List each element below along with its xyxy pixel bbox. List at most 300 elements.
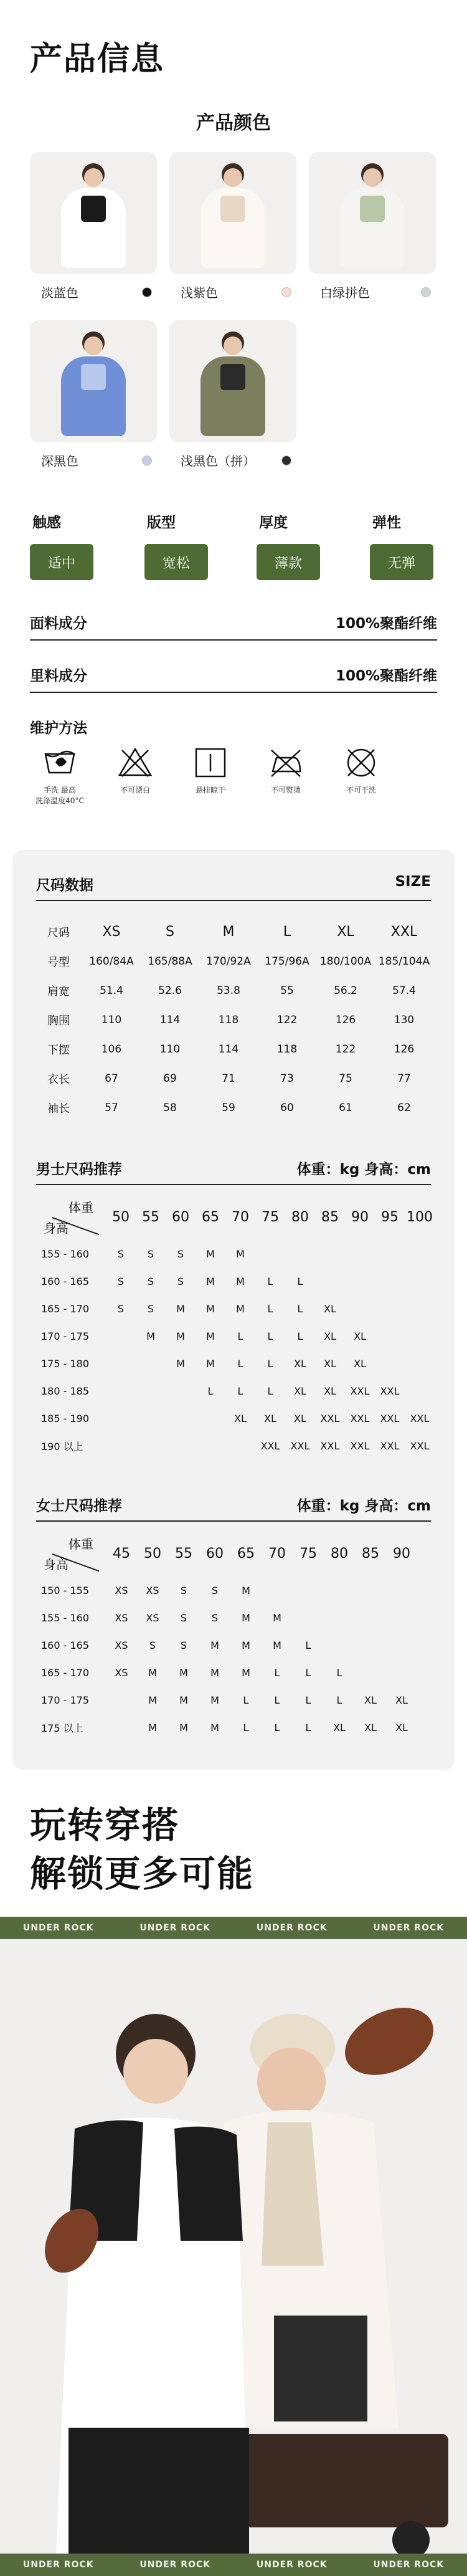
rec-cell: XL [364, 1694, 377, 1706]
styling-title-line2: 解锁更多可能 [30, 1853, 255, 1895]
rec-cell: L [267, 1357, 273, 1370]
rec-cell: L [274, 1666, 280, 1679]
rec-row [34, 1432, 438, 1459]
styling-title-line1: 玩转穿搭 [30, 1804, 180, 1846]
height-range: 165 - 170 [41, 1302, 90, 1315]
brand-logo-text: UNDER ROCK [22, 1923, 94, 1933]
jacket-panel [81, 364, 106, 390]
color-swatch[interactable] [169, 152, 296, 301]
rec-cell: S [149, 1639, 156, 1651]
rec-cell: M [148, 1694, 157, 1706]
care-label-line1: 手洗 最高 [44, 786, 76, 794]
model-face [84, 168, 103, 187]
rec-cell: L [207, 1385, 214, 1397]
rec-cell: L [267, 1275, 273, 1287]
women-rec-unit: 体重：kg 身高：cm [296, 1498, 431, 1514]
men-rec-unit: 体重：kg 身高：cm [296, 1162, 431, 1178]
care-item [248, 745, 323, 796]
care-item [98, 745, 172, 796]
brand-logo-text: UNDER ROCK [139, 2560, 211, 2570]
divider [36, 1184, 431, 1185]
size-row [47, 917, 433, 947]
weight-header: 85 [362, 1545, 379, 1562]
no-iron-icon [248, 745, 323, 780]
rec-cell: S [117, 1275, 125, 1287]
care-label-line1: 不可漂白 [120, 786, 150, 794]
rec-cell: M [210, 1666, 219, 1679]
jacket-panel [81, 196, 106, 222]
weight-header: 70 [232, 1209, 249, 1225]
rec-cell: M [179, 1666, 188, 1679]
rec-cell: XS [115, 1611, 128, 1624]
rec-cell: XXL [320, 1412, 340, 1424]
size-cell: 58 [163, 1101, 177, 1114]
attribute-value-badge: 无弹 [370, 544, 433, 580]
rec-cell: M [206, 1330, 215, 1342]
attribute-item [370, 511, 467, 580]
swatch-caption [169, 451, 296, 469]
rec-cell: S [147, 1275, 154, 1287]
color-swatch[interactable] [30, 152, 157, 301]
rec-row [34, 1267, 438, 1295]
rec-cell: XXL [290, 1439, 310, 1452]
size-cell: XL [337, 924, 354, 940]
size-row-label: 胸围 [47, 1014, 70, 1028]
size-data-header [36, 874, 431, 894]
color-swatch[interactable] [30, 320, 157, 469]
size-data-table [47, 917, 433, 1122]
size-row [47, 1005, 433, 1034]
size-cell: 57.4 [392, 984, 416, 997]
size-cell: 106 [101, 1042, 122, 1056]
size-row [47, 947, 433, 976]
rec-cell: M [179, 1694, 188, 1706]
rec-row [34, 1377, 438, 1405]
weight-header: 70 [268, 1545, 286, 1562]
rec-cell: XL [354, 1357, 366, 1370]
rec-cell: M [236, 1302, 245, 1315]
rec-cell: XL [354, 1330, 366, 1342]
colors-title: 产品颜色 [196, 112, 271, 134]
size-cell: 180/100A [319, 955, 372, 968]
size-data-unit: SIZE [395, 874, 431, 890]
rec-cell: S [147, 1247, 154, 1260]
rec-cell: M [236, 1247, 245, 1260]
rec-row [34, 1631, 438, 1659]
rec-row [34, 1322, 438, 1350]
corner-weight-label: 体重 [68, 1200, 93, 1215]
size-cell: 185/104A [378, 955, 430, 968]
weight-header: 80 [331, 1545, 348, 1562]
brand-logo-text: UNDER ROCK [256, 1923, 328, 1933]
size-row [47, 1064, 433, 1093]
rec-cell: L [336, 1694, 342, 1706]
weight-header: 75 [262, 1209, 279, 1225]
rec-cell: XL [324, 1302, 336, 1315]
swatch-photo [169, 152, 296, 274]
rec-cell: M [176, 1330, 185, 1342]
swatch-name: 浅紫色 [181, 285, 218, 300]
size-cell: L [283, 924, 291, 940]
rec-cell: XXL [350, 1412, 370, 1424]
rec-cell: XL [294, 1357, 306, 1370]
rec-cell: XXL [380, 1439, 400, 1452]
size-cell: 59 [222, 1101, 235, 1114]
rec-cell: XXL [380, 1385, 400, 1397]
rec-cell: M [242, 1584, 250, 1596]
rec-cell: XL [333, 1721, 346, 1734]
rec-cell: M [148, 1721, 157, 1734]
size-cell: 130 [394, 1013, 415, 1026]
rec-cell: XS [115, 1639, 128, 1651]
brand-logo-text: UNDER ROCK [139, 1923, 211, 1933]
attribute-item [144, 511, 244, 580]
rec-cell: S [180, 1611, 187, 1624]
rec-cell: M [236, 1275, 245, 1287]
rec-cell: M [242, 1639, 250, 1651]
height-range: 180 - 185 [41, 1385, 90, 1397]
weight-header: 65 [237, 1545, 255, 1562]
brand-bar-bottom [0, 2554, 467, 2576]
rec-cell: XXL [260, 1439, 280, 1452]
no-dry-clean-icon [324, 745, 399, 780]
height-range: 170 - 175 [41, 1330, 90, 1342]
swatch-color-dot [281, 287, 291, 297]
rec-cell: XL [294, 1385, 306, 1397]
size-cell: 118 [218, 1013, 239, 1026]
rec-cell: M [179, 1721, 188, 1734]
weight-header: 55 [142, 1209, 159, 1225]
rec-cell: M [242, 1666, 250, 1679]
rec-cell: M [273, 1611, 281, 1624]
care-label-line1: 不可熨烫 [270, 786, 301, 794]
attribute-value-badge: 薄款 [257, 544, 320, 580]
size-cell: 62 [397, 1101, 411, 1114]
rec-cell: S [177, 1275, 184, 1287]
rec-cell: M [146, 1330, 155, 1342]
color-swatch[interactable] [309, 152, 436, 301]
rec-header-row [34, 1530, 438, 1577]
material-label: 里料成分 [30, 667, 87, 684]
weight-header: 90 [393, 1545, 410, 1562]
rec-cell: XS [146, 1611, 159, 1624]
size-cell: 110 [159, 1042, 181, 1056]
model-face [224, 168, 242, 187]
height-range: 165 - 170 [41, 1666, 90, 1679]
women-rec-table [34, 1530, 438, 1741]
rec-cell: L [237, 1385, 243, 1397]
swatch-photo [30, 320, 157, 442]
rec-cell: XL [324, 1357, 336, 1370]
rec-row [34, 1295, 438, 1322]
weight-header: 90 [351, 1209, 369, 1225]
jacket-panel [220, 364, 245, 390]
model-face [224, 336, 242, 355]
rec-cell: XXL [350, 1439, 370, 1452]
size-row [47, 1093, 433, 1122]
size-cell: 165/88A [148, 955, 192, 968]
rec-row [34, 1405, 438, 1432]
rec-cell: S [147, 1302, 154, 1315]
rec-cell: M [210, 1639, 219, 1651]
rec-cell: M [206, 1247, 215, 1260]
rec-cell: M [206, 1275, 215, 1287]
size-cell: 61 [339, 1101, 352, 1114]
rec-row [34, 1714, 438, 1741]
color-swatch[interactable] [169, 320, 296, 469]
material-value: 100%聚酯纤维 [335, 667, 437, 684]
size-cell: 175/96A [265, 955, 309, 968]
swatch-color-dot [142, 456, 152, 465]
size-cell: 114 [218, 1042, 239, 1056]
attribute-label: 弹性 [372, 515, 401, 531]
size-cell: 77 [397, 1072, 411, 1085]
size-cell: 55 [280, 984, 294, 997]
care-title: 维护方法 [30, 720, 87, 737]
swatch-color-dot [421, 287, 431, 297]
care-label [248, 785, 323, 796]
size-row-label: 下摆 [47, 1043, 70, 1057]
size-row-label: 肩宽 [47, 985, 70, 998]
rec-cell: S [180, 1584, 187, 1596]
brand-logo-text: UNDER ROCK [373, 2560, 445, 2570]
rec-cell: XL [395, 1694, 408, 1706]
attribute-label: 厚度 [259, 515, 288, 531]
models-illustration [0, 1917, 467, 2576]
care-label-line1: 悬挂晾干 [195, 786, 225, 794]
size-cell: 118 [276, 1042, 298, 1056]
swatch-photo [30, 152, 157, 274]
swatch-name: 深黑色 [41, 454, 78, 469]
weight-header: 65 [202, 1209, 219, 1225]
rec-cell: XXL [410, 1412, 430, 1424]
divider [36, 1520, 431, 1522]
rec-row [34, 1686, 438, 1714]
swatch-name: 淡蓝色 [41, 285, 78, 300]
size-cell: XS [102, 924, 121, 940]
size-cell: 160/84A [89, 955, 134, 968]
page-title: 产品信息 [30, 41, 165, 78]
swatch-color-dot [281, 456, 291, 465]
rec-cell: M [206, 1302, 215, 1315]
lifestyle-photo [0, 1917, 467, 2576]
rec-cell: XXL [380, 1412, 400, 1424]
attribute-label: 触感 [32, 515, 61, 531]
size-cell: XXL [390, 924, 418, 940]
brand-logo-text: UNDER ROCK [373, 1923, 445, 1933]
attribute-item [30, 511, 130, 580]
corner-height-label: 身高 [44, 1557, 68, 1572]
size-cell: 52.6 [158, 984, 182, 997]
care-label [324, 785, 399, 796]
rec-row [34, 1659, 438, 1686]
weight-header: 60 [172, 1209, 189, 1225]
weight-header: 80 [291, 1209, 309, 1225]
rec-cell: M [210, 1694, 219, 1706]
rec-cell: L [267, 1385, 273, 1397]
size-cell: 57 [105, 1101, 118, 1114]
weight-header: 55 [175, 1545, 192, 1562]
height-range: 160 - 165 [41, 1275, 90, 1287]
rec-cell: L [274, 1721, 280, 1734]
size-cell: 60 [280, 1101, 294, 1114]
rec-cell: S [117, 1247, 125, 1260]
material-row [30, 604, 437, 641]
rec-cell: L [297, 1275, 303, 1287]
size-cell: S [166, 924, 174, 940]
rec-cell: XL [324, 1385, 336, 1397]
rec-cell: XL [395, 1721, 408, 1734]
care-label [173, 785, 248, 796]
weight-header: 50 [144, 1545, 161, 1562]
weight-header: 50 [112, 1209, 130, 1225]
size-row-label: 尺码 [47, 926, 70, 940]
size-cell: 126 [335, 1013, 356, 1026]
rec-cell: M [210, 1721, 219, 1734]
rec-cell: XXL [410, 1439, 430, 1452]
care-item [173, 745, 248, 796]
care-label [22, 785, 97, 806]
women-rec-title: 女士尺码推荐 [36, 1498, 122, 1514]
size-cell: 53.8 [217, 984, 240, 997]
model-face [84, 336, 103, 355]
swatch-name: 浅黑色（拼） [181, 454, 255, 469]
size-row [47, 976, 433, 1005]
rec-cell: S [180, 1639, 187, 1651]
material-label: 面料成分 [30, 615, 87, 632]
size-row-label: 号型 [47, 955, 70, 969]
size-row [47, 1034, 433, 1064]
swatch-caption [30, 451, 157, 469]
weight-header: 60 [206, 1545, 224, 1562]
weight-header: 45 [113, 1545, 130, 1562]
rec-cell: L [297, 1330, 303, 1342]
jacket-panel [360, 196, 385, 222]
rec-cell: L [305, 1721, 311, 1734]
size-cell: 122 [276, 1013, 298, 1026]
rec-row [34, 1604, 438, 1631]
attribute-value-badge: 适中 [30, 544, 93, 580]
rec-cell: M [176, 1357, 185, 1370]
attribute-value-badge: 宽松 [144, 544, 208, 580]
rec-cell: XL [234, 1412, 247, 1424]
rec-cell: M [273, 1639, 281, 1651]
height-range: 155 - 160 [41, 1247, 90, 1260]
attribute-item [257, 511, 356, 580]
size-cell: 56.2 [334, 984, 357, 997]
height-range: 190 以上 [41, 1440, 83, 1453]
men-rec-table [34, 1194, 438, 1459]
swatch-caption [309, 283, 436, 301]
rec-cell: L [305, 1666, 311, 1679]
jacket-panel [220, 196, 245, 222]
rec-cell: L [305, 1694, 311, 1706]
rec-cell: XL [324, 1330, 336, 1342]
swatch-photo [169, 320, 296, 442]
model-face [363, 168, 382, 187]
rec-cell: XL [364, 1721, 377, 1734]
rec-cell: XXL [350, 1385, 370, 1397]
size-row-label: 衣长 [47, 1072, 70, 1086]
rec-row [34, 1350, 438, 1377]
height-range: 170 - 175 [41, 1694, 90, 1706]
size-cell: 110 [101, 1013, 122, 1026]
size-row-label: 袖长 [47, 1102, 70, 1115]
men-rec-header [36, 1158, 431, 1178]
swatch-caption [169, 283, 296, 301]
care-label [98, 785, 172, 796]
men-rec-title: 男士尺码推荐 [36, 1162, 122, 1178]
swatch-caption [30, 283, 157, 301]
size-cell: 122 [335, 1042, 356, 1056]
size-cell: M [222, 924, 235, 940]
height-range: 160 - 165 [41, 1639, 90, 1651]
corner-height-label: 身高 [44, 1221, 68, 1236]
rec-cell: S [177, 1247, 184, 1260]
corner-weight-label: 体重 [68, 1537, 93, 1552]
care-item [22, 745, 97, 806]
size-cell: 75 [339, 1072, 352, 1085]
size-cell: 126 [394, 1042, 415, 1056]
rec-cell: XL [264, 1412, 276, 1424]
rec-cell: XXL [320, 1439, 340, 1452]
brand-logo-text: UNDER ROCK [22, 2560, 94, 2570]
rec-cell: L [267, 1302, 273, 1315]
weight-header: 85 [321, 1209, 339, 1225]
height-range: 175 以上 [41, 1722, 83, 1734]
rec-cell: XS [115, 1666, 128, 1679]
rec-cell: M [206, 1357, 215, 1370]
material-value: 100%聚酯纤维 [335, 615, 437, 632]
rec-cell: XL [294, 1412, 306, 1424]
rec-cell: S [211, 1584, 219, 1596]
material-row [30, 657, 437, 693]
size-cell: 67 [105, 1072, 118, 1085]
rec-cell: L [267, 1330, 273, 1342]
no-bleach-icon [98, 745, 172, 780]
rec-cell: L [274, 1694, 280, 1706]
rec-cell: XS [115, 1584, 128, 1596]
weight-header: 100 [407, 1209, 433, 1225]
hand-wash-icon [22, 745, 97, 780]
size-cell: 69 [163, 1072, 177, 1085]
size-cell: 71 [222, 1072, 235, 1085]
hang-dry-icon [173, 745, 248, 780]
rec-cell: S [211, 1611, 219, 1624]
table-corner [34, 1530, 106, 1577]
table-corner [34, 1194, 106, 1240]
size-card [12, 850, 455, 1770]
rec-cell: L [237, 1330, 243, 1342]
care-item [324, 745, 399, 796]
rec-cell: S [117, 1302, 125, 1315]
height-range: 155 - 160 [41, 1611, 90, 1624]
care-label-line1: 不可干洗 [346, 786, 376, 794]
rec-header-row [34, 1194, 438, 1240]
weight-header: 95 [381, 1209, 399, 1225]
size-cell: 73 [280, 1072, 294, 1085]
size-cell: 114 [159, 1013, 181, 1026]
rec-row [34, 1577, 438, 1604]
rec-cell: L [336, 1666, 342, 1679]
care-label-line2: 洗涤温度40°C [35, 796, 84, 805]
rec-cell: M [242, 1611, 250, 1624]
rec-cell: L [237, 1357, 243, 1370]
height-range: 185 - 190 [41, 1412, 90, 1424]
swatch-name: 白绿拼色 [320, 285, 370, 300]
height-range: 175 - 180 [41, 1357, 90, 1370]
styling-title [30, 1801, 254, 1898]
